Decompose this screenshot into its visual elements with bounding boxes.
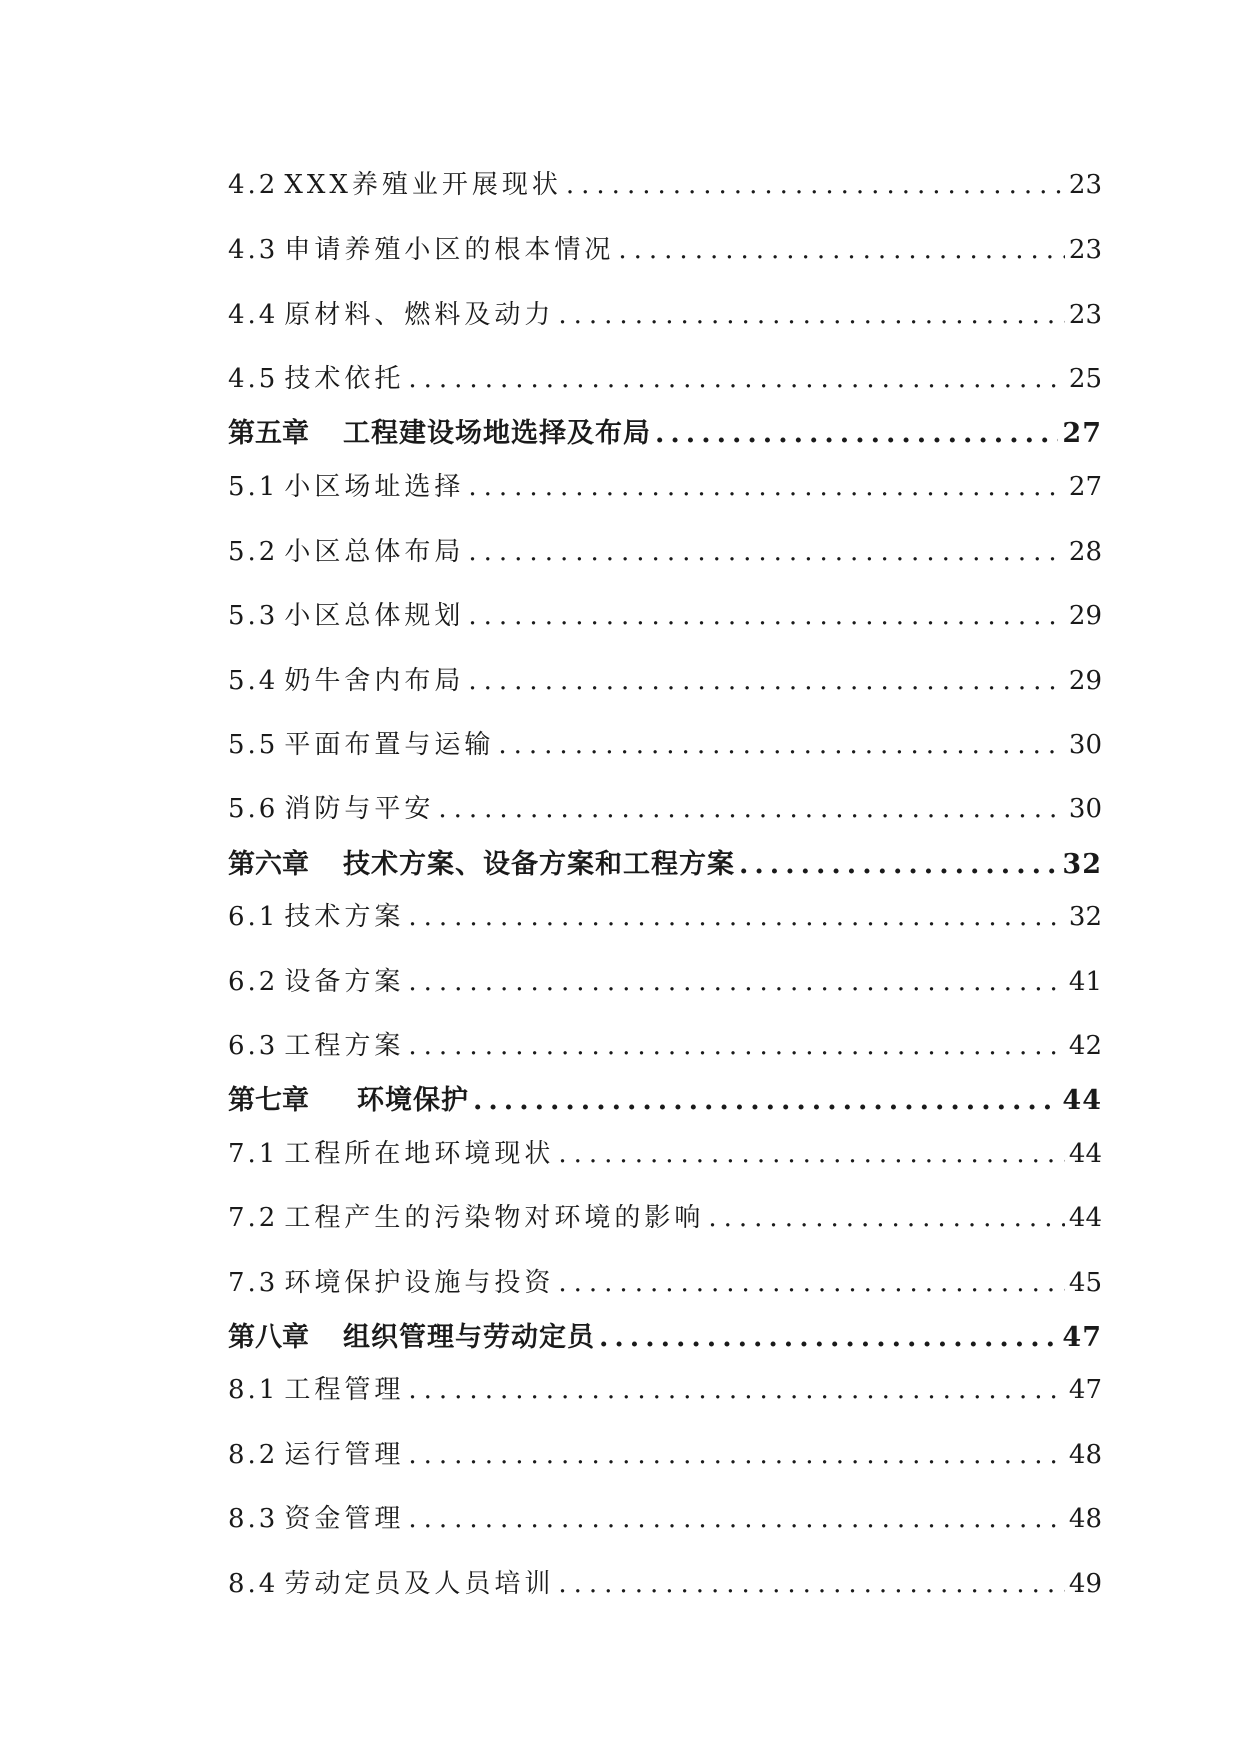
toc-leader-dots [408,1504,1065,1534]
toc-leader-dots [558,1268,1065,1298]
toc-entry-title: 工程管理 [284,1375,405,1405]
toc-entry-number: 7.2 [228,1203,279,1233]
toc-entry-page: 42 [1068,1031,1102,1061]
toc-entry-number: 4.2 [228,170,279,200]
toc-entry-5-2[interactable] [228,531,1102,568]
toc-leader-dots [468,601,1065,631]
toc-entry-number: 5.5 [228,730,279,760]
toc-entry-page: 44 [1068,1139,1102,1169]
toc-entry-number: 8.3 [228,1504,279,1534]
toc-leader-dots [468,472,1065,502]
toc-entry-title: 技术方案 [284,902,405,932]
toc-leader-dots [408,364,1065,394]
toc-entry-title: 设备方案 [284,967,405,997]
toc-leader-dots [408,902,1065,932]
toc-leader-dots [473,1085,1058,1116]
toc-entry-page: 23 [1068,300,1102,330]
toc-entry-number: 5.2 [228,537,279,567]
toc-chapter-8[interactable] [228,1315,1102,1354]
toc-leader-dots [618,235,1065,265]
toc-chapter-5[interactable] [228,411,1102,450]
toc-chapter-number: 第六章 [228,849,309,880]
toc-leader-dots [558,1569,1065,1599]
toc-entry-page: 48 [1068,1504,1102,1534]
toc-leader-dots [655,418,1058,449]
toc-entry-title: 工程产生的污染物对环境的影响 [284,1203,705,1233]
toc-entry-5-6[interactable] [228,788,1102,825]
toc-entry-title: 运行管理 [284,1440,405,1470]
toc-entry-number: 4.5 [228,364,279,394]
toc-entry-8-2[interactable] [228,1434,1102,1471]
toc-entry-number: 5.6 [228,794,279,824]
toc-leader-dots [708,1203,1065,1233]
toc-chapter-title: 工程建设场地选择及布局 [343,418,651,449]
toc-chapter-page: 32 [1062,849,1102,880]
toc-leader-dots [566,170,1065,200]
toc-entry-number: 8.4 [228,1569,279,1599]
toc-entry-title: 原材料、燃料及动力 [284,300,555,330]
toc-entry-6-2[interactable] [228,961,1102,998]
toc-entry-7-3[interactable] [228,1262,1102,1299]
toc-entry-8-1[interactable] [228,1369,1102,1406]
toc-entry-4-5[interactable] [228,358,1102,395]
toc-entry-8-3[interactable] [228,1498,1102,1535]
toc-entry-7-2[interactable] [228,1197,1102,1234]
toc-entry-page: 30 [1068,794,1102,824]
toc-entry-number: 8.2 [228,1440,279,1470]
toc-leader-dots [599,1322,1058,1353]
toc-entry-page: 29 [1068,666,1102,696]
toc-entry-page: 29 [1068,601,1102,631]
toc-entry-page: 45 [1068,1268,1102,1298]
toc-entry-title: 工程所在地环境现状 [284,1139,555,1169]
toc-entry-5-3[interactable] [228,595,1102,632]
toc-entry-page: 23 [1068,235,1102,265]
toc-chapter-7[interactable] [228,1078,1102,1117]
toc-entry-number: 7.1 [228,1139,279,1169]
toc-chapter-number: 第八章 [228,1322,309,1353]
toc-entry-number: 5.3 [228,601,279,631]
toc-entry-page: 49 [1068,1569,1102,1599]
toc-chapter-page: 47 [1062,1322,1102,1353]
toc-entry-title: 小区总体规划 [284,601,465,631]
toc-entry-page: 44 [1068,1203,1102,1233]
toc-entry-number: 8.1 [228,1375,279,1405]
toc-entry-8-4[interactable] [228,1563,1102,1600]
toc-leader-dots [468,666,1065,696]
toc-leader-dots [739,849,1058,880]
toc-entry-page: 47 [1068,1375,1102,1405]
toc-entry-title: 小区总体布局 [284,537,465,567]
toc-entry-6-3[interactable] [228,1025,1102,1062]
toc-chapter-title: 组织管理与劳动定员 [343,1322,595,1353]
toc-leader-dots [558,300,1065,330]
toc-entry-4-2[interactable] [228,164,1102,201]
toc-entry-page: 30 [1068,730,1102,760]
toc-entry-4-4[interactable] [228,294,1102,331]
toc-entry-title: 劳动定员及人员培训 [284,1569,555,1599]
toc-leader-dots [498,730,1065,760]
toc-entry-number: 4.4 [228,300,279,330]
toc-entry-5-1[interactable] [228,466,1102,503]
toc-chapter-number: 第五章 [228,418,309,449]
toc-entry-page: 28 [1068,537,1102,567]
toc-leader-dots [408,1031,1065,1061]
toc-entry-number: 6.3 [228,1031,279,1061]
toc-chapter-number: 第七章 [228,1085,309,1116]
toc-entry-title: 奶牛舍内布局 [284,666,465,696]
toc-entry-5-4[interactable] [228,660,1102,697]
toc-chapter-page: 27 [1062,418,1102,449]
toc-entry-page: 32 [1068,902,1102,932]
toc-chapter-title: 环境保护 [357,1085,469,1116]
toc-entry-number: 5.1 [228,472,279,502]
toc-leader-dots [438,794,1065,824]
toc-entry-page: 27 [1068,472,1102,502]
toc-entry-title: 申请养殖小区的根本情况 [284,235,615,265]
toc-entry-page: 23 [1068,170,1102,200]
toc-entry-number: 6.1 [228,902,279,932]
toc-entry-title: 小区场址选择 [284,472,465,502]
toc-leader-dots [558,1139,1065,1169]
toc-chapter-page: 44 [1062,1085,1102,1116]
toc-entry-5-5[interactable] [228,724,1102,761]
toc-entry-title: 环境保护设施与投资 [284,1268,555,1298]
toc-entry-number: 6.2 [228,967,279,997]
toc-leader-dots [468,537,1065,567]
toc-leader-dots [408,1375,1065,1405]
toc-entry-7-1[interactable] [228,1133,1102,1170]
toc-entry-title: 平面布置与运输 [284,730,495,760]
toc-chapter-6[interactable] [228,842,1102,881]
toc-entry-title: 技术依托 [284,364,405,394]
toc-entry-6-1[interactable] [228,896,1102,933]
toc-entry-4-3[interactable] [228,229,1102,266]
toc-entry-title: 工程方案 [284,1031,405,1061]
toc-entry-page: 41 [1068,967,1102,997]
toc-entry-number: 5.4 [228,666,279,696]
toc-entry-page: 48 [1068,1440,1102,1470]
toc-chapter-title: 技术方案、设备方案和工程方案 [343,849,735,880]
toc-leader-dots [408,1440,1065,1470]
toc-leader-dots [408,967,1065,997]
toc-entry-title: XXX养殖业开展现状 [284,170,562,200]
toc-entry-page: 25 [1068,364,1102,394]
toc-entry-title: 消防与平安 [284,794,435,824]
toc-entry-title: 资金管理 [284,1504,405,1534]
toc-entry-number: 4.3 [228,235,279,265]
toc-entry-number: 7.3 [228,1268,279,1298]
